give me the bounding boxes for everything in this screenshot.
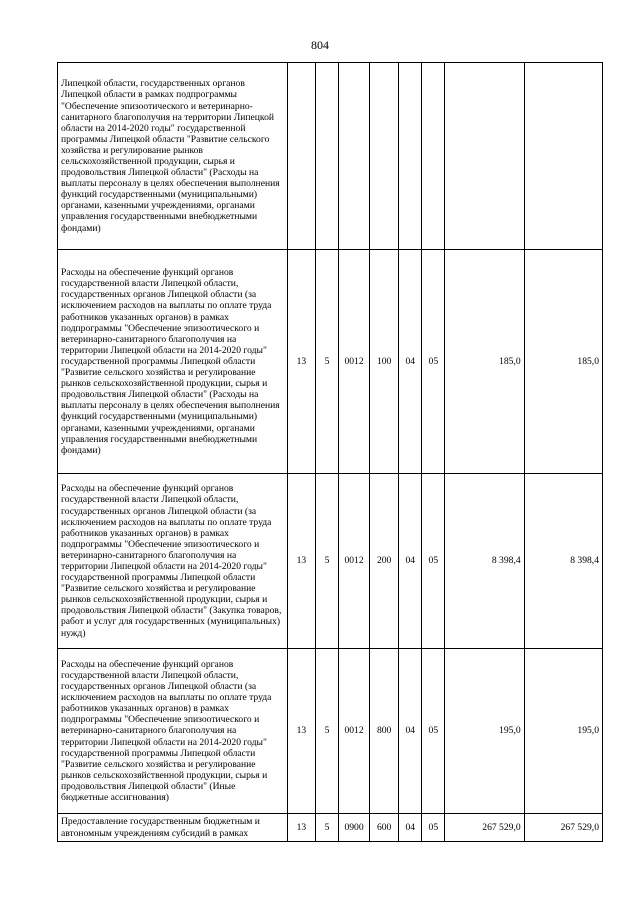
- code-cell: 0012: [339, 474, 370, 649]
- code-cell: 13: [287, 250, 315, 474]
- amount-cell: 195,0: [524, 649, 602, 814]
- table-row: [58, 649, 603, 814]
- table-row: [58, 814, 603, 842]
- code-cell: 5: [315, 649, 338, 814]
- amount-cell: 267 529,0: [445, 814, 524, 842]
- amount-cell: 185,0: [445, 250, 524, 474]
- table-row: [58, 474, 603, 649]
- code-cell: [287, 63, 315, 250]
- amount-cell: [524, 63, 602, 250]
- code-cell: 5: [315, 814, 338, 842]
- code-cell: 100: [370, 250, 399, 474]
- code-cell: 5: [315, 474, 338, 649]
- code-cell: 05: [422, 474, 445, 649]
- code-cell: 05: [422, 649, 445, 814]
- code-cell: [315, 63, 338, 250]
- amount-cell: 267 529,0: [524, 814, 602, 842]
- code-cell: 800: [370, 649, 399, 814]
- code-cell: 04: [399, 649, 422, 814]
- code-cell: 0900: [339, 814, 370, 842]
- code-cell: 13: [287, 649, 315, 814]
- row-description: Расходы на обеспечение функций органов государственной власти Липецкой области, государственных органов Липецкой области (за исключением расходов на выплаты по оплате труда работников указанных органов) в рамках подпрограммы "Обеспечение эпизоотического и ветеринарно-санитарного благополучия на территории Липецкой области на 2014-2020 годы" государственной программы Липецкой области "Развитие сельского хозяйства и регулирование рынков сельскохозяйственной продукции, сырья и продовольствия Липецкой области" (Расходы на выплаты персоналу в целях обеспечения выполнения функций государственными (муниципальными) органами, казенными учреждениями, органами управления государственными внебюджетными фондами): [58, 250, 288, 474]
- amount-cell: 8 398,4: [524, 474, 602, 649]
- code-cell: 04: [399, 250, 422, 474]
- amount-cell: 185,0: [524, 250, 602, 474]
- code-cell: 5: [315, 250, 338, 474]
- row-description: Предоставление государственным бюджетным и автономным учреждениям субсидий в рамках: [58, 814, 288, 842]
- row-description: Расходы на обеспечение функций органов государственной власти Липецкой области, государственных органов Липецкой области (за исключением расходов на выплаты по оплате труда работников указанных органов) в рамках подпрограммы "Обеспечение эпизоотического и ветеринарно-санитарного благополучия на территории Липецкой области на 2014-2020 годы" государственной программы Липецкой области "Развитие сельского хозяйства и регулирование рынков сельскохозяйственной продукции, сырья и продовольствия Липецкой области" (Закупка товаров, работ и услуг для государственных (муниципальных) нужд): [58, 474, 288, 649]
- code-cell: 600: [370, 814, 399, 842]
- code-cell: 05: [422, 814, 445, 842]
- row-description: Расходы на обеспечение функций органов государственной власти Липецкой области, государственных органов Липецкой области (за исключением расходов на выплаты по оплате труда работников указанных органов) в рамках подпрограммы "Обеспечение эпизоотического и ветеринарно-санитарного благополучия на территории Липецкой области на 2014-2020 годы" государственной программы Липецкой области "Развитие сельского хозяйства и регулирование рынков сельскохозяйственной продукции, сырья и продовольствия Липецкой области" (Иные бюджетные ассигнования): [58, 649, 288, 814]
- amount-cell: [445, 63, 524, 250]
- amount-cell: 195,0: [445, 649, 524, 814]
- table-row: [58, 63, 603, 250]
- code-cell: [399, 63, 422, 250]
- code-cell: [370, 63, 399, 250]
- amount-cell: 8 398,4: [445, 474, 524, 649]
- code-cell: 13: [287, 474, 315, 649]
- table-row: [58, 250, 603, 474]
- code-cell: [422, 63, 445, 250]
- code-cell: [339, 63, 370, 250]
- code-cell: 0012: [339, 649, 370, 814]
- code-cell: 05: [422, 250, 445, 474]
- code-cell: 04: [399, 814, 422, 842]
- page-number: 804: [311, 38, 329, 52]
- code-cell: 04: [399, 474, 422, 649]
- code-cell: 200: [370, 474, 399, 649]
- row-description: Липецкой области, государственных органов Липецкой области в рамках подпрограммы "Обеспечение эпизоотического и ветеринарно-санитарного благополучия на территории Липецкой области на 2014-2020 годы" государственной программы Липецкой области "Развитие сельского хозяйства и регулирование рынков сельскохозяйственной продукции, сырья и продовольствия Липецкой области" (Расходы на выплаты персоналу в целях обеспечения выполнения функций государственными (муниципальными) органами, казенными учреждениями, органами управления государственными внебюджетными фондами): [58, 63, 288, 250]
- code-cell: 0012: [339, 250, 370, 474]
- budget-table: [57, 62, 603, 842]
- code-cell: 13: [287, 814, 315, 842]
